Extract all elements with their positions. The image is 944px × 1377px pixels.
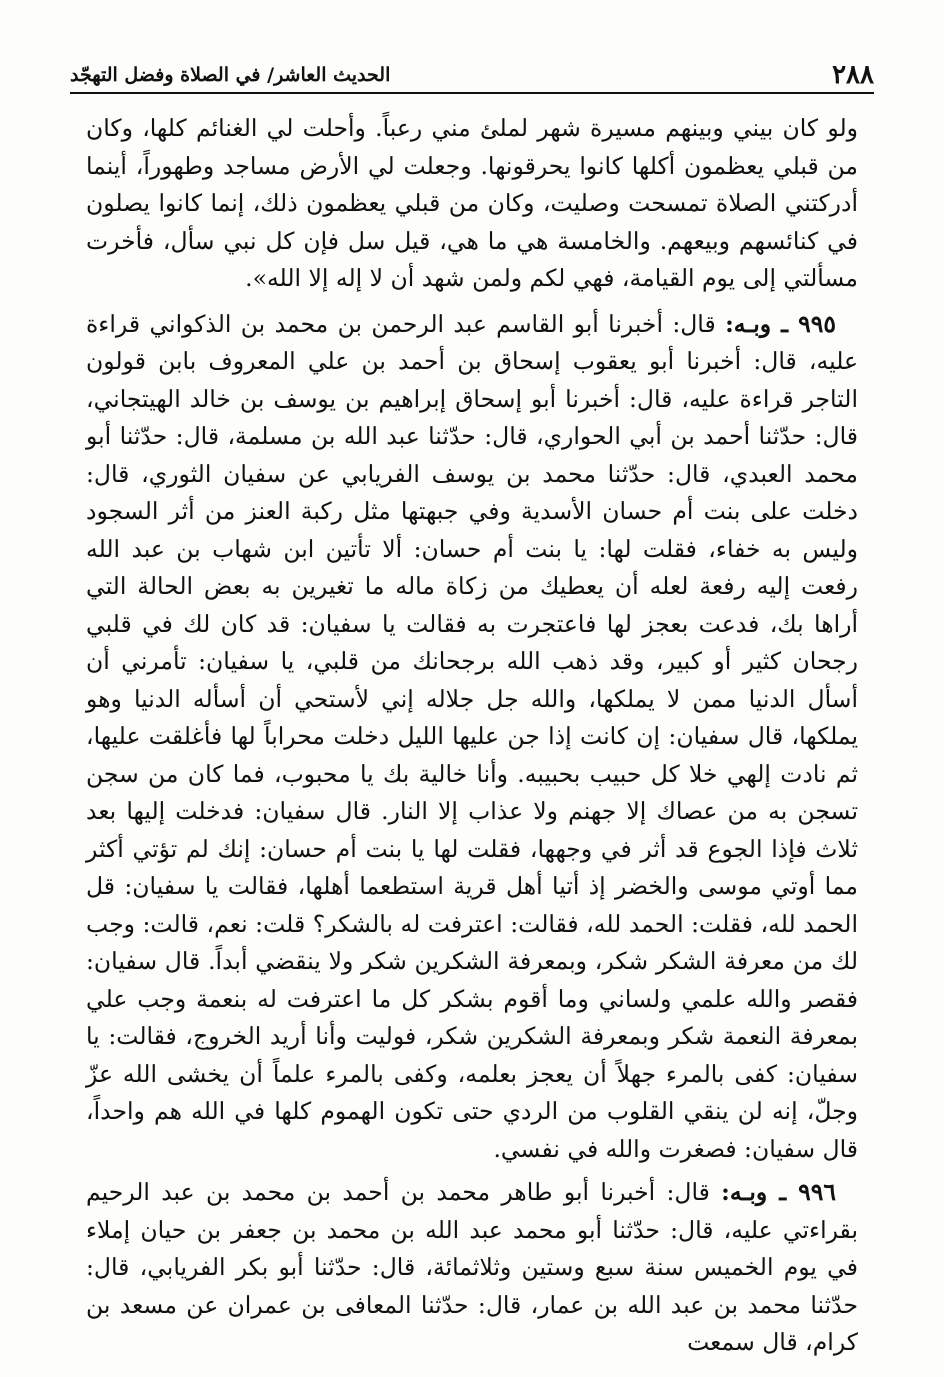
hadith-number-995: ٩٩٥ ـ وبـه: [725,309,837,338]
paragraph-continued: ولو كان بيني وبينهم مسيرة شهر لملئ مني رعباً. وأحلت لي الغنائم كلها، وكان من قبلي يعظمون أكلها كانوا يحرقونها. وجعلت لي الأرض مساجد وطهوراً، أينما أدركتني الصلاة تمسحت وصليت، وكان من قبلي يعظمون ذلك، إنما كانوا يصلون في كنائسهم وبيعهم. والخامسة هي ما هي، قيل سل فإن كل نبي سأل، فأخرت مسألتي إلى يوم القيامة، فهي لكم ولمن شهد أن لا إله إلا الله». [86,114,858,292]
page-number: ٢٨٨ [832,60,874,90]
page-body [86,110,858,1368]
paragraph-hadith-996 [86,1174,858,1362]
hadith-number-996: ٩٩٦ ـ وبـه: [721,1178,836,1206]
page-header [70,58,874,94]
paragraph-hadith-995 [86,306,858,1169]
hadith-text-995: قال: أخبرنا أبو القاسم عبد الرحمن بن محمد بن الذكواني قراءة عليه، قال: أخبرنا أبو يعقوب إسحاق بن أحمد بن علي المعروف بابن قولون التاجر قراءة عليه، قال: أخبرنا أبو إسحاق إبراهيم بن يوسف بن خالد الهيتجاني، قال: حدّثنا أحمد بن أبي الحواري، قال: حدّثنا عبد الله بن مسلمة، قال: حدّثنا أبو محمد العبدي، قال: حدّثنا محمد بن يوسف الفريابي عن سفيان الثوري، قال: دخلت على بنت أم حسان الأسدية وفي جبهتها مثل ركبة العنز من أثر السجود وليس به خفاء، فقلت لها: يا بنت أم حسان: ألا تأتين ابن شهاب بن عبد الله رفعت إليه رفعة لعله أن يعطيك من زكاة ماله ما تغيرين به بعض الحالة التي أراها بك، فدعت بعجز لها فاعتجرت به فقالت يا سفيان: قد كان لك في قلبي رجحان كثير أو كبير، وقد ذهب الله برجحانك من قلبي، يا سفيان: تأمرني أن أسأل الدنيا ممن لا يملكها، والله جل جلاله إني لأستحي أن أسأله الدنيا وهو يملكها، قال سفيان: إن كانت إذا جن عليها الليل دخلت محراباً لها فأغلقت عليها، ثم نادت إلهي خلا كل حبيب بحبيبه. وأنا خالية بك يا محبوب، فما كان من سجن تسجن به من عصاك إلا جهنم ولا عذاب إلا النار. قال سفيان: فدخلت إليها بعد ثلاث فإذا الجوع قد أثر في وجهها، فقلت لها يا بنت أم حسان: إنك لم تؤتي أكثر مما أوتي موسى والخضر إذ أتيا أهل قرية استطعما أهلها، فقالت يا سفيان: قل الحمد لله، فقلت: الحمد لله، فقالت: اعترفت له بالشكر؟ قلت: نعم، قالت: وجب لك من معرفة الشكر شكر، وبمعرفة الشكرين شكر ولا ينقضي أبداً. قال سفيان: فقصر والله علمي ولساني وما أقوم بشكر كل ما اعترفت له بنعمة وجب علي بمعرفة النعمة شكر وبمعرفة الشكرين شكر، فوليت وأنا أريد الخروج، فقالت: يا سفيان: كفى بالمرء جهلاً أن يعجز بعلمه، وكفى بالمرء علماً أن يخشى الله عزّ وجلّ، إنه لن ينقي القلوب من الردي حتى تكون الهموم كلها في الله هم واحداً، قال سفيان: فصغرت والله في نفسي. [86,309,858,1163]
hadith-text-996: قال: أخبرنا أبو طاهر محمد بن أحمد بن محمد بن عبد الرحيم بقراءتي عليه، قال: حدّثنا أبو محمد عبد الله بن محمد بن جعفر بن حيان إملاء في يوم الخميس سنة سبع وستين وثلاثمائة، قال: حدّثنا أبو بكر الفريابي، قال: حدّثنا محمد بن عبد الله بن عمار، قال: حدّثنا المعافى بن عمران عن مسعد بن كرام، قال سمعت [86,1178,858,1356]
running-title: الحديث العاشر/ في الصلاة وفضل التهجّد [70,64,391,86]
